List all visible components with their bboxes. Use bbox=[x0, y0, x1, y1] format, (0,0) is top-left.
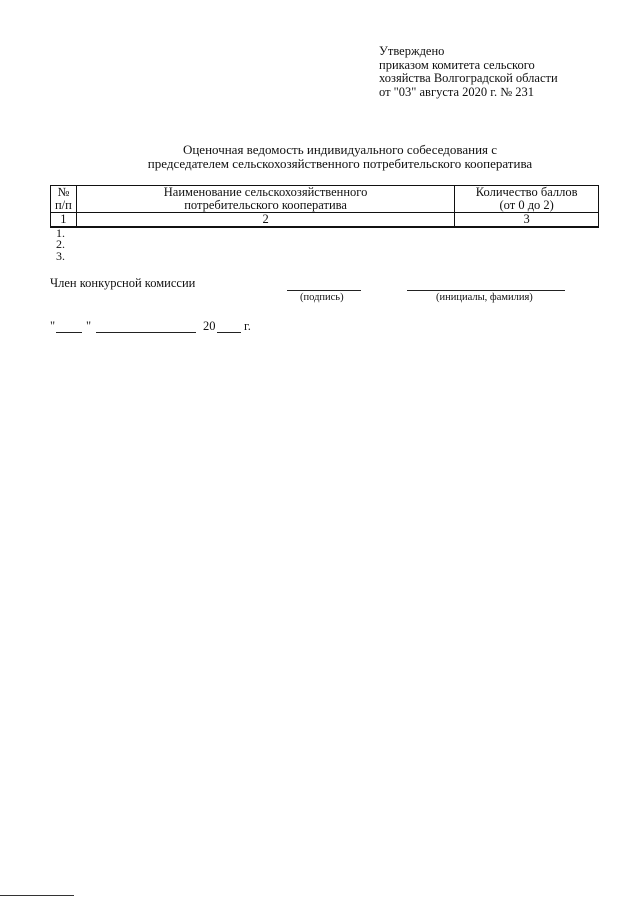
column-number: 2 bbox=[76, 213, 455, 227]
assessment-table bbox=[50, 185, 599, 228]
month-line bbox=[96, 332, 196, 333]
column-number-row bbox=[51, 213, 599, 227]
header-text: потребительского кооператива bbox=[184, 197, 347, 212]
approval-line: хозяйства Волгоградской области bbox=[379, 71, 558, 85]
column-number: 3 bbox=[455, 213, 599, 227]
header-text: Количество баллов bbox=[475, 185, 578, 199]
header-text: Наименование сельскохозяйственного bbox=[163, 185, 368, 199]
year-prefix: 20 bbox=[203, 319, 216, 333]
name-caption: (инициалы, фамилия) bbox=[436, 292, 533, 303]
header-text: (от 0 до 2) bbox=[499, 197, 554, 212]
list-item: 1. bbox=[56, 226, 65, 240]
footnote-divider bbox=[0, 895, 74, 896]
title-line: Оценочная ведомость индивидуального собеседования с bbox=[182, 142, 498, 157]
approval-line: приказом комитета сельского bbox=[379, 57, 535, 72]
year-suffix: г. bbox=[244, 319, 251, 333]
approval-stamp bbox=[379, 45, 558, 99]
commission-member-label: Член конкурсной комиссии bbox=[50, 276, 196, 290]
header-text: № bbox=[57, 185, 70, 199]
column-number: 1 bbox=[51, 213, 77, 227]
signature-line bbox=[287, 290, 361, 291]
table-header-row bbox=[51, 186, 599, 213]
title-line: председателем сельскохозяйственного потребительского кооператива bbox=[147, 155, 533, 171]
date-open-quote: " bbox=[50, 319, 56, 333]
header-cooperative-name bbox=[76, 186, 455, 213]
document-title bbox=[0, 143, 640, 170]
day-line bbox=[56, 332, 82, 333]
date-close-quote: " bbox=[86, 319, 92, 333]
header-score bbox=[455, 186, 599, 213]
signature-caption: (подпись) bbox=[300, 292, 344, 303]
header-number bbox=[51, 186, 77, 213]
year-line bbox=[217, 332, 241, 333]
row-number-list bbox=[56, 228, 65, 262]
list-item: 3. bbox=[56, 248, 65, 263]
name-line bbox=[407, 290, 565, 291]
approval-line: от "03" августа 2020 г. № 231 bbox=[379, 84, 535, 99]
list-item: 2. bbox=[56, 237, 65, 252]
header-text: п/п bbox=[54, 197, 72, 212]
approval-line: Утверждено bbox=[379, 44, 445, 58]
